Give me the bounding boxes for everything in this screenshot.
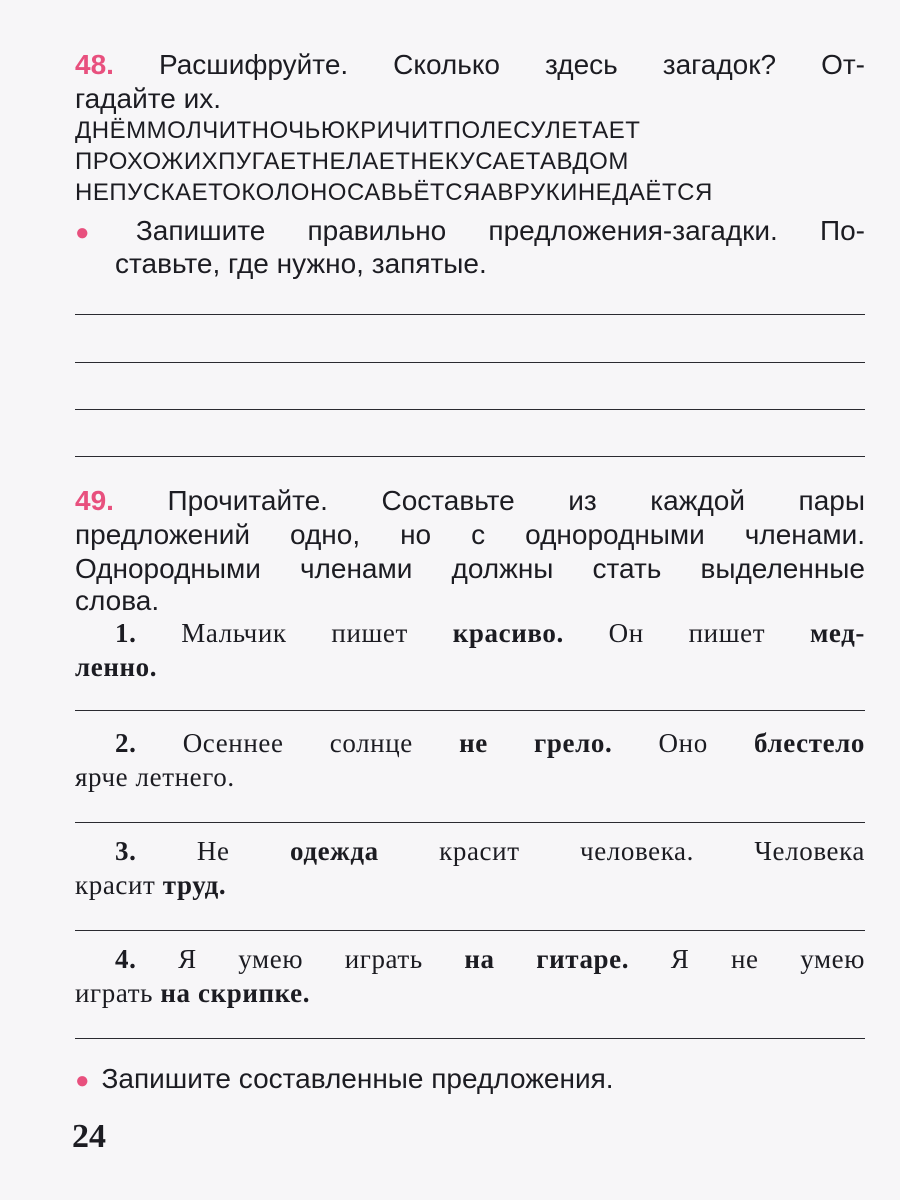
answer-line[interactable]: [75, 314, 865, 315]
exercise-item-4-line2: играть на скрипке.: [75, 978, 311, 1008]
exercise-item-2-line1: 2. Осеннее солнце не грело. Оно блестело: [115, 728, 865, 758]
task49-text-line1: 49. Прочитайте. Составьте из каждой пары: [75, 485, 865, 516]
bullet-icon: ●: [75, 219, 124, 246]
bullet-icon: ●: [75, 1067, 90, 1094]
task49-text-line3: Однородными членами должны стать выделенные: [75, 553, 865, 584]
answer-line[interactable]: [75, 930, 865, 931]
answer-line[interactable]: [75, 362, 865, 363]
exercise-item-1-line2: ленно.: [75, 652, 158, 682]
task48-text-line1: 48. Расшифруйте. Сколько здесь загадок? От-: [75, 49, 865, 80]
page-number: 24: [72, 1118, 106, 1155]
exercise-item-4-line1: 4. Я умею играть на гитаре. Я не умею: [115, 944, 866, 974]
task49-final-instruction: ● Запишите составленные предложения.: [75, 1063, 614, 1094]
task48-instruction-line1: ● Запишите правильно предложения-загадки. По-: [75, 215, 865, 246]
task49-text-line4: слова.: [75, 585, 160, 616]
answer-line[interactable]: [75, 409, 865, 410]
answer-line[interactable]: [75, 1038, 865, 1039]
answer-line[interactable]: [75, 822, 865, 823]
exercise-item-1-line1: 1. Мальчик пишет красиво. Он пишет мед-: [115, 618, 866, 648]
task49-number: 49.: [75, 485, 114, 516]
task49-text-line2: предложений одно, но с однородными членами.: [75, 519, 865, 550]
task48-number: 48.: [75, 49, 114, 80]
task48-instruction-line2: ставьте, где нужно, запятые.: [115, 248, 487, 279]
cipher-line-3: НЕПУСКАЕТОКОЛОНОСАВЬЁТСЯАВРУКИНЕДАЁТСЯ: [75, 179, 713, 206]
task48-text-line2: гадайте их.: [75, 83, 222, 114]
answer-line[interactable]: [75, 456, 865, 457]
cipher-line-2: ПРОХОЖИХПУГАЕТНЕЛАЕТНЕКУСАЕТАВДОМ: [75, 148, 629, 175]
answer-line[interactable]: [75, 710, 865, 711]
cipher-line-1: ДНЁММОЛЧИТНОЧЬЮКРИЧИТПОЛЕСУЛЕТАЕТ: [75, 117, 641, 144]
exercise-item-3-line1: 3. Не одежда красит человека. Человека: [115, 836, 865, 866]
exercise-item-3-line2: красит труд.: [75, 870, 227, 900]
exercise-item-2-line2: ярче летнего.: [75, 762, 235, 792]
